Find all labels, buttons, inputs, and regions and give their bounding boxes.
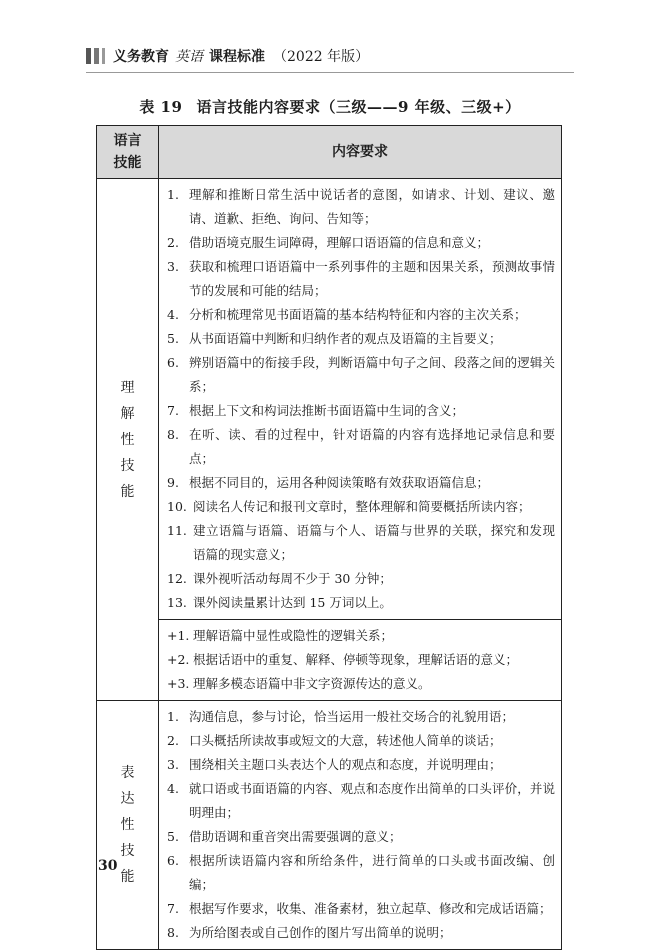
list-item (167, 183, 555, 231)
item-number: 1. (167, 187, 179, 202)
item-text: 根据不同目的，运用各种阅读策略有效获取语篇信息； (189, 475, 490, 490)
list-item (167, 519, 555, 567)
item-number: 12. (167, 571, 187, 586)
item-text: 获取和梳理口语语篇中一系列事件的主题和因果关系，预测故事情节的发展和可能的结局； (189, 259, 555, 298)
list-item (167, 648, 555, 672)
table-number: 表 19 (139, 98, 183, 116)
list-item (167, 303, 555, 327)
header-series: 义务教育 (113, 49, 169, 65)
item-text: 就口语或书面语篇的内容、观点和态度作出简单的口头评价，并说明理由； (189, 781, 555, 820)
item-number: 13. (167, 595, 187, 610)
productive-items (159, 701, 562, 950)
item-text: 课外视听活动每周不少于 30 分钟； (193, 571, 392, 586)
item-text: 根据上下文和构词法推断书面语篇中生词的含义； (189, 403, 465, 418)
col-header-content-text: 内容要求 (332, 144, 388, 160)
header-rule (86, 72, 574, 73)
list-item (167, 777, 555, 825)
header-subject: 英语 (175, 49, 203, 65)
item-text: 根据所读语篇内容和所给条件，进行简单的口头或书面改编、创编； (189, 853, 555, 892)
item-number: 2. (167, 235, 179, 250)
col-header-skill (97, 126, 159, 179)
item-number: 3. (167, 259, 179, 274)
list-item (167, 624, 555, 648)
page-number: 30 (98, 858, 118, 874)
table-title (86, 96, 574, 117)
item-number: 8. (167, 427, 179, 442)
list-item (167, 471, 555, 495)
item-text: 为所给图表或自己创作的图片写出简单的说明； (189, 925, 452, 940)
item-number: 7. (167, 901, 179, 916)
list-item (167, 351, 555, 399)
list-item (167, 423, 555, 471)
receptive-items (159, 179, 562, 620)
item-text: 沟通信息，参与讨论，恰当运用一般社交场合的礼貌用语； (189, 709, 515, 724)
item-text: 围绕相关主题口头表达个人的观点和态度，并说明理由； (189, 757, 502, 772)
item-text: 根据话语中的重复、解释、停顿等现象，理解话语的意义； (193, 652, 519, 667)
item-text: 借助语调和重音突出需要强调的意义； (189, 829, 402, 844)
item-number: 2. (167, 733, 179, 748)
list-item (167, 672, 555, 696)
item-number: 11. (167, 523, 187, 538)
list-item (167, 705, 555, 729)
item-text: 课外阅读量累计达到 15 万词以上。 (193, 595, 392, 610)
header-bars-icon (86, 48, 105, 64)
category-label: 表 达 性 技 能 (120, 765, 135, 885)
list-item (167, 825, 555, 849)
item-text: 理解语篇中显性或隐性的逻辑关系； (193, 628, 394, 643)
category-receptive (97, 179, 159, 701)
table-row (97, 620, 562, 701)
item-number: 4. (167, 307, 179, 322)
table-header-row (97, 126, 562, 179)
list-item (167, 729, 555, 753)
item-number: 1. (167, 709, 179, 724)
list-item (167, 495, 555, 519)
table-row (97, 701, 562, 950)
list-item (167, 753, 555, 777)
list-item (167, 231, 555, 255)
item-number: 3. (167, 757, 179, 772)
category-productive (97, 701, 159, 950)
item-number: 6. (167, 355, 179, 370)
category-label: 理 解 性 技 能 (120, 379, 135, 500)
receptive-plus-items (159, 620, 562, 701)
item-number: 5. (167, 829, 179, 844)
item-text: 建立语篇与语篇、语篇与个人、语篇与世界的关联，探究和发现语篇的现实意义； (193, 523, 555, 562)
item-number: +1. (167, 628, 190, 643)
item-text: 分析和梳理常见书面语篇的基本结构特征和内容的主次关系； (189, 307, 527, 322)
item-text: 辨别语篇中的衔接手段，判断语篇中句子之间、段落之间的逻辑关系； (189, 355, 555, 394)
item-number: +2. (167, 652, 190, 667)
item-number: 8. (167, 925, 179, 940)
list-item (167, 327, 555, 351)
item-text: 阅读名人传记和报刊文章时，整体理解和简要概括所读内容； (193, 499, 531, 514)
skills-table (96, 125, 562, 950)
item-number: +3. (167, 676, 190, 691)
item-number: 5. (167, 331, 179, 346)
item-text: 理解多模态语篇中非文字资源传达的意义。 (193, 676, 431, 691)
col-header-skill-text: 语言 技能 (113, 133, 142, 171)
header-title: 课程标准 (209, 49, 265, 65)
list-item (167, 921, 555, 945)
item-number: 6. (167, 853, 179, 868)
item-text: 借助语境克服生词障碍，理解口语语篇的信息和意义； (189, 235, 490, 250)
item-text: 根据写作要求，收集、准备素材，独立起草、修改和完成话语篇； (189, 901, 552, 916)
list-item (167, 399, 555, 423)
col-header-content (159, 126, 562, 179)
item-text: 口头概括所读故事或短文的大意，转述他人简单的谈话； (189, 733, 502, 748)
header-edition: （2022 年版） (273, 49, 370, 65)
item-number: 10. (167, 499, 187, 514)
list-item (167, 255, 555, 303)
item-text: 从书面语篇中判断和归纳作者的观点及语篇的主旨要义； (189, 331, 502, 346)
item-text: 在听、读、看的过程中，针对语篇的内容有选择地记录信息和要点； (189, 427, 555, 466)
item-number: 9. (167, 475, 179, 490)
table-row (97, 179, 562, 620)
list-item (167, 567, 555, 591)
item-text: 理解和推断日常生活中说话者的意图，如请求、计划、建议、邀请、道歉、拒绝、询问、告知等； (189, 187, 555, 226)
list-item (167, 591, 555, 615)
list-item (167, 849, 555, 897)
item-number: 4. (167, 781, 179, 796)
list-item (167, 897, 555, 921)
running-header (86, 44, 369, 68)
table-caption: 语言技能内容要求（三级——9 年级、三级+） (196, 98, 521, 116)
item-number: 7. (167, 403, 179, 418)
